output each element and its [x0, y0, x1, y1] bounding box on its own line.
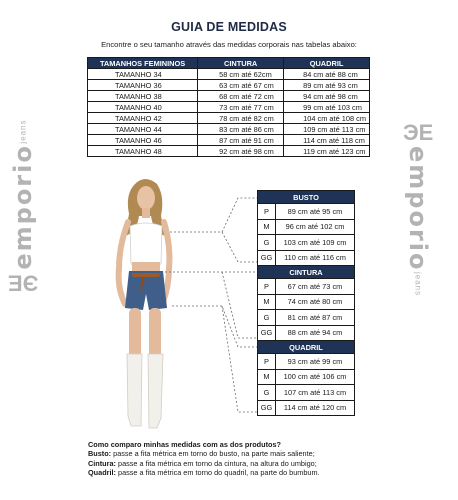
table-row: [258, 235, 355, 251]
table-row: [88, 69, 370, 80]
waist-header: CINTURA: [258, 266, 355, 279]
range-cell: 96 cm até 102 cm: [276, 219, 355, 235]
table-row: [258, 400, 355, 416]
hip-cell: 84 cm até 88 cm: [284, 69, 370, 80]
table-row: [258, 369, 355, 385]
range-cell: 103 cm até 109 cm: [276, 235, 355, 251]
hip-table-header-row: [258, 341, 355, 354]
waist-table-header-row: [258, 266, 355, 279]
hip-cell: 114 cm até 118 cm: [284, 135, 370, 146]
waist-cell: 83 cm até 86 cm: [198, 124, 284, 135]
brand-sub: jeans: [18, 120, 28, 145]
size-cell: TAMANHO 40: [88, 102, 198, 113]
hip-cell: 94 cm até 98 cm: [284, 91, 370, 102]
table-row: [88, 124, 370, 135]
bust-header: BUSTO: [258, 191, 355, 204]
size-cell: TAMANHO 42: [88, 113, 198, 124]
range-cell: 114 cm até 120 cm: [276, 400, 355, 416]
size-cell: TAMANHO 44: [88, 124, 198, 135]
hip-header: QUADRIL: [258, 341, 355, 354]
size-cell: M: [258, 369, 276, 385]
instruction-text: passe a fita métrica em torno da cintura, na altura do umbigo;: [115, 458, 317, 468]
size-cell: GG: [258, 325, 276, 341]
size-cell: G: [258, 385, 276, 401]
instruction-text: passe a fita métrica em torno do busto, na parte mais saliente;: [111, 449, 315, 459]
instruction-busto: [88, 449, 320, 458]
brand-mark-icon: ЭE: [8, 270, 39, 296]
size-cell: G: [258, 310, 276, 326]
table-row: [88, 135, 370, 146]
hip-cell: 99 cm até 103 cm: [284, 102, 370, 113]
hip-cell: 109 cm até 113 cm: [284, 124, 370, 135]
range-cell: 67 cm até 73 cm: [276, 279, 355, 295]
size-table-header-row: [88, 58, 370, 69]
hip-table: [257, 340, 355, 416]
table-row: [258, 219, 355, 235]
table-row: [88, 102, 370, 113]
hip-cell: 89 cm até 93 cm: [284, 80, 370, 91]
header-hip: QUADRIL: [284, 58, 370, 69]
table-row: [258, 385, 355, 401]
range-cell: 88 cm até 94 cm: [276, 325, 355, 341]
range-cell: 81 cm até 87 cm: [276, 310, 355, 326]
waist-cell: 92 cm até 98 cm: [198, 146, 284, 157]
instruction-cintura: [88, 459, 320, 468]
size-cell: GG: [258, 250, 276, 266]
waist-cell: 73 cm até 77 cm: [198, 102, 284, 113]
size-cell: M: [258, 294, 276, 310]
table-row: [258, 354, 355, 370]
size-cell: GG: [258, 400, 276, 416]
header-waist: CINTURA: [198, 58, 284, 69]
waist-cell: 58 cm até 62cm: [198, 69, 284, 80]
bust-table: [257, 190, 355, 266]
brand-mark-icon: ЭE: [403, 120, 434, 145]
table-row: [88, 91, 370, 102]
page-subtitle: Encontre o seu tamanho através das medidas corporais nas tabelas abaixo:: [101, 40, 357, 49]
waist-cell: 87 cm até 91 cm: [198, 135, 284, 146]
size-cell: TAMANHO 38: [88, 91, 198, 102]
waist-cell: 68 cm até 72 cm: [198, 91, 284, 102]
table-row: [88, 80, 370, 91]
waist-table: [257, 265, 355, 341]
measurement-instructions: [88, 440, 320, 478]
table-row: [258, 325, 355, 341]
size-cell: P: [258, 204, 276, 220]
header-sizes: TAMANHOS FEMININOS: [88, 58, 198, 69]
range-cell: 89 cm até 95 cm: [276, 204, 355, 220]
range-cell: 93 cm até 99 cm: [276, 354, 355, 370]
instruction-quadril: [88, 468, 320, 477]
brand-logo-left: [8, 120, 38, 296]
size-cell: TAMANHO 36: [88, 80, 198, 91]
bust-table-header-row: [258, 191, 355, 204]
range-cell: 107 cm até 113 cm: [276, 385, 355, 401]
hip-cell: 119 cm até 123 cm: [284, 146, 370, 157]
instructions-question: Como comparo minhas medidas com as dos produtos?: [88, 440, 281, 449]
table-row: [88, 146, 370, 157]
size-cell: P: [258, 279, 276, 295]
brand-logo-right: [403, 120, 433, 296]
table-row: [258, 279, 355, 295]
size-cell: P: [258, 354, 276, 370]
size-cell: G: [258, 235, 276, 251]
model-figure-icon: [95, 176, 195, 438]
instruction-text: passe a fita métrica em torno do quadril, na parte do bumbum.: [115, 468, 320, 478]
hip-cell: 104 cm até 108 cm: [284, 113, 370, 124]
brand-name: emporio: [9, 144, 38, 270]
instruction-label: Quadril:: [88, 468, 116, 478]
size-cell: M: [258, 219, 276, 235]
brand-name: emporio: [404, 146, 433, 272]
instruction-label: Busto:: [88, 449, 112, 459]
waist-cell: 78 cm até 82 cm: [198, 113, 284, 124]
table-row: [258, 204, 355, 220]
brand-sub: jeans: [413, 271, 423, 296]
waist-cell: 63 cm até 67 cm: [198, 80, 284, 91]
table-row: [88, 113, 370, 124]
page-title: GUIA DE MEDIDAS: [171, 20, 287, 34]
range-cell: 110 cm até 116 cm: [276, 250, 355, 266]
instruction-label: Cintura:: [88, 458, 116, 468]
size-cell: TAMANHO 46: [88, 135, 198, 146]
size-cell: TAMANHO 48: [88, 146, 198, 157]
table-row: [258, 294, 355, 310]
table-row: [258, 250, 355, 266]
range-cell: 74 cm até 80 cm: [276, 294, 355, 310]
range-cell: 100 cm até 106 cm: [276, 369, 355, 385]
size-cell: TAMANHO 34: [88, 69, 198, 80]
size-table: [87, 57, 370, 157]
table-row: [258, 310, 355, 326]
